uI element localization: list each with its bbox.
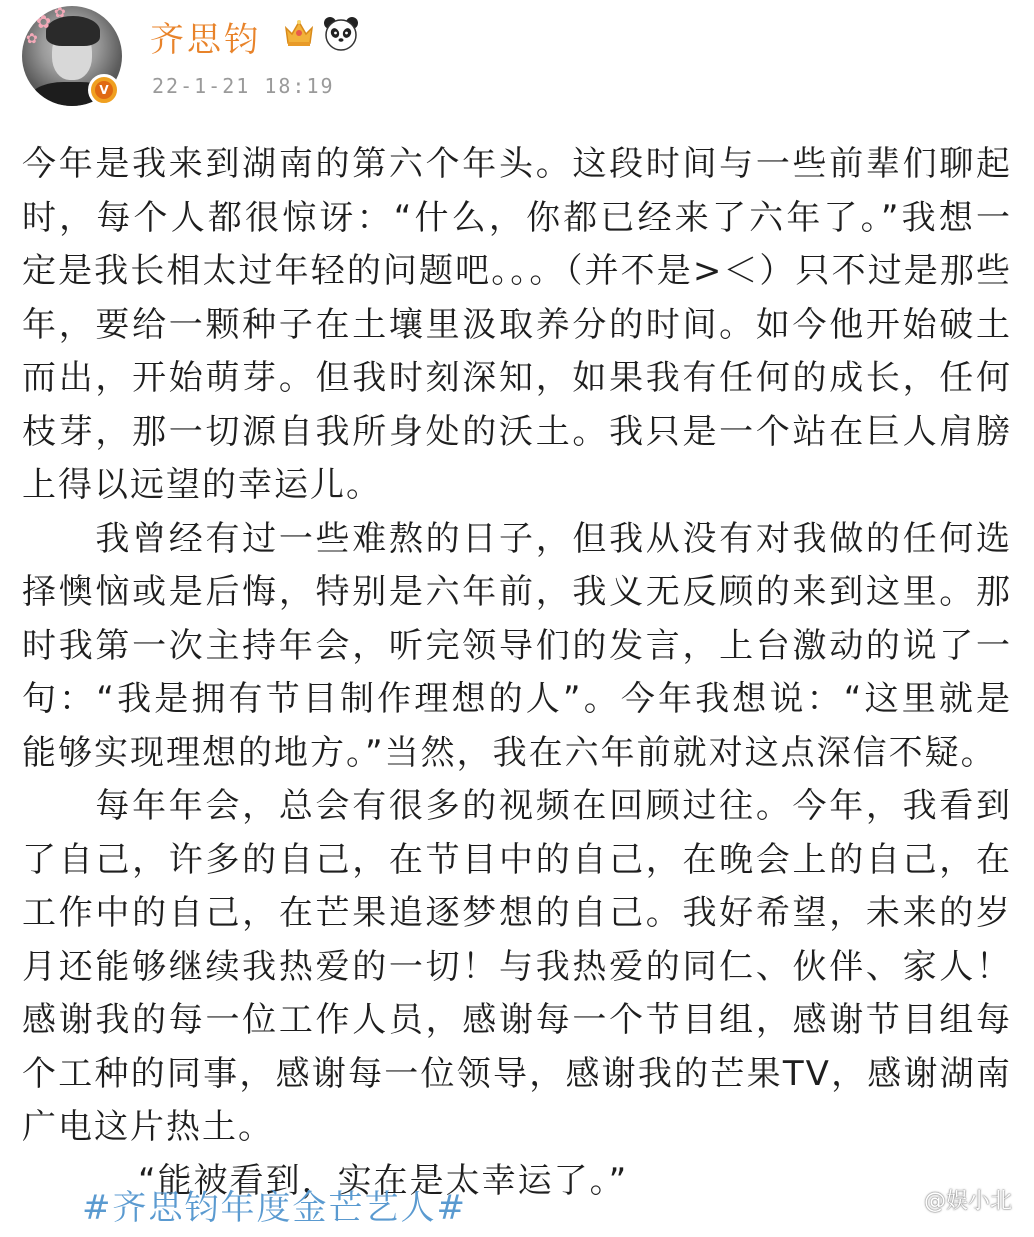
verified-v-icon: V — [88, 74, 120, 106]
post-paragraph: 今年是我来到湖南的第六个年头。这段时间与一些前辈们聊起时，每个人都很惊讶：“什么，你都已经来了六年了。”我想一定是我长相太过年轻的问题吧。。。（并不是>＜）只不过是那些年，要给一颗种子在土壤里汲取养分的时间。如今他开始破土而出，开始萌芽。但我时刻深知，如果我有任何的成长，任何枝芽，那一切源自我所身处的沃土。我只是一个站在巨人肩膀上得以远望的幸运儿。 — [22, 144, 1012, 505]
watermark — [892, 1184, 1012, 1215]
post-paragraph: 每年年会，总会有很多的视频在回顾过往。今年，我看到了自己，许多的自己，在节目中的自己，在晚会上的自己，在工作中的自己，在芒果追逐梦想的自己。我好希望，未来的岁月还能够继续我热爱的一切！与我热爱的同仁、伙伴、家人！感谢我的每一位工作人员，感谢每一个节目组，感谢节目组每个工种的同事，感谢每一位领导，感谢我的芒果TV，感谢湖南广电这片热土。 — [22, 786, 1012, 1147]
post-paragraph: 我曾经有过一些难熬的日子，但我从没有对我做的任何选择懊恼或是后悔，特别是六年前，我义无反顾的来到这里。那时我第一次主持年会，听完领导们的发言，上台激动的说了一句：“我是拥有节目制作理想的人”。今年我想说：“这里就是能够实现理想的地方。”当然，我在六年前就对这点深信不疑。 — [22, 518, 1012, 773]
watermark-text: @娱小北 — [923, 1189, 1012, 1214]
hashtag-link[interactable]: #齐思钧年度金芒艺人# — [82, 1188, 467, 1228]
author-name[interactable]: 齐思钧 — [150, 20, 261, 60]
closing-quote: “能被看到，实在是太幸运了。” — [138, 1160, 629, 1201]
post-timestamp: 22-1-21 18:19 — [152, 74, 335, 98]
flower-icon: ✿ — [54, 6, 66, 21]
flower-icon: ✿ — [36, 12, 52, 33]
paw-icon — [892, 1187, 918, 1213]
flower-icon: ✿ — [26, 31, 38, 47]
panda-icon — [322, 14, 360, 52]
crown-icon — [282, 16, 316, 50]
post-header — [0, 0, 1034, 120]
post-body — [22, 138, 1012, 1208]
